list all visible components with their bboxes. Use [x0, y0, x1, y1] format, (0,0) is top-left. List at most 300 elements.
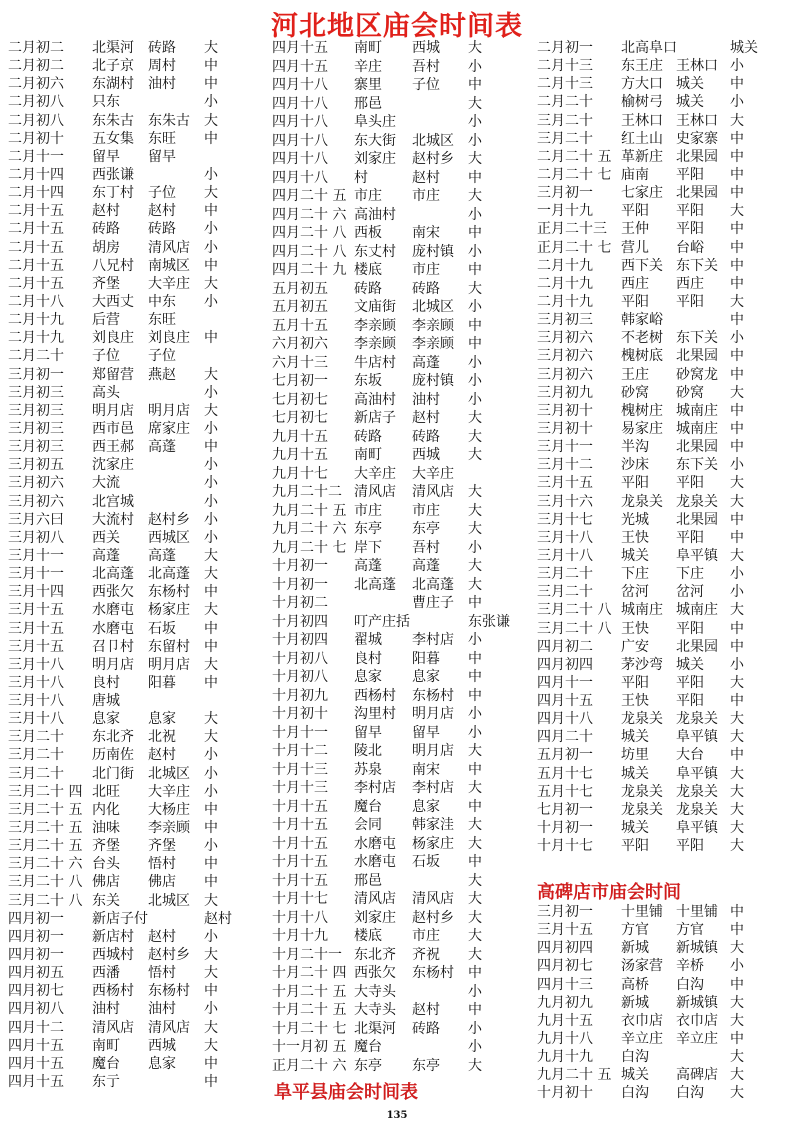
- size-cell: 中: [468, 798, 482, 815]
- place-cell: 胡房: [92, 239, 120, 256]
- date-cell: 十月十九: [272, 928, 328, 944]
- place-cell: 汤家营: [621, 958, 663, 975]
- size-cell: 大: [468, 743, 482, 759]
- date-cell: 三月二十 五: [8, 801, 83, 818]
- township-cell: 王林口: [676, 112, 718, 129]
- date-cell: 十月十七: [272, 891, 328, 907]
- township-cell: 东朱古: [148, 112, 190, 129]
- township-cell: 王林口: [676, 58, 718, 75]
- date-cell: 三月初八: [8, 529, 64, 546]
- place-cell: 营儿: [621, 239, 649, 256]
- size-cell: 大: [468, 946, 482, 963]
- place-cell: 砖路: [354, 280, 382, 297]
- place-cell: 砖路: [354, 428, 382, 445]
- township-cell: 北高蓬: [412, 576, 454, 593]
- date-cell: 三月初三: [8, 384, 64, 401]
- date-cell: 十月十八: [272, 909, 328, 926]
- size-cell: 中: [204, 76, 218, 93]
- size-cell: 中: [204, 58, 218, 75]
- place-cell: 新店村: [92, 928, 134, 945]
- date-cell: 三月二十: [537, 584, 593, 601]
- size-cell: 中: [204, 820, 218, 837]
- size-cell: 大: [730, 838, 744, 855]
- place-cell: 新城: [621, 994, 649, 1011]
- date-cell: 四月十八: [272, 114, 328, 130]
- township-cell: 砖路: [412, 1020, 440, 1037]
- place-cell: 高桥: [621, 976, 649, 993]
- date-cell: 五月初一: [537, 747, 593, 764]
- size-cell: 大: [204, 947, 218, 964]
- place-cell: 北宫城: [92, 493, 134, 510]
- township-cell: 北果园: [676, 348, 718, 365]
- size-cell: 大: [730, 203, 744, 220]
- date-cell: 二月十三: [537, 76, 593, 93]
- township-cell: 市庄: [412, 502, 440, 519]
- date-cell: 三月十八: [537, 547, 593, 564]
- date-cell: 二月二十: [537, 94, 593, 111]
- size-cell: 小: [204, 529, 218, 546]
- township-cell: 明月店: [148, 402, 190, 419]
- date-cell: 三月二十: [8, 747, 64, 764]
- date-cell: 十月二十 七: [272, 1020, 347, 1037]
- date-cell: 四月十五: [272, 40, 328, 56]
- township-cell: 赵村乡: [412, 909, 454, 926]
- size-cell: 大: [730, 674, 744, 691]
- size-cell: 小: [468, 706, 482, 722]
- size-cell: 小: [204, 166, 218, 183]
- township-cell: 东旺: [148, 130, 176, 147]
- township-cell: 油村: [148, 1001, 176, 1018]
- township-cell: 东杨村: [148, 584, 190, 601]
- place-cell: 红土山: [621, 130, 663, 147]
- date-cell: 四月十一: [537, 674, 593, 691]
- date-cell: 十月十五: [272, 854, 328, 870]
- place-cell: 王林口: [621, 112, 663, 129]
- place-cell: 东亭: [354, 521, 382, 537]
- size-cell: 大: [730, 1067, 744, 1084]
- township-cell: 明月店: [412, 743, 454, 759]
- place-cell: 清风店: [354, 891, 396, 907]
- size-cell: 中: [204, 1074, 218, 1091]
- size-cell: 中: [468, 317, 482, 334]
- size-cell: 中: [730, 511, 744, 528]
- date-cell: 四月二十 九: [272, 262, 347, 278]
- township-cell: 平阳: [676, 674, 704, 691]
- size-cell: 小: [204, 928, 218, 945]
- size-cell: 大: [204, 892, 218, 909]
- township-cell: 平阳: [676, 221, 704, 238]
- place-cell: 息家: [354, 669, 382, 685]
- date-cell: 九月二十二: [272, 484, 342, 500]
- place-cell: 齐堡: [92, 275, 120, 292]
- place-cell: 大寺头: [354, 1002, 396, 1018]
- place-cell: 内化: [92, 801, 120, 818]
- place-cell: 村: [354, 169, 368, 186]
- date-cell: 十月初九: [272, 687, 328, 704]
- township-cell: 龙泉关: [676, 783, 718, 800]
- size-cell: 中: [730, 922, 744, 939]
- size-cell: 大: [730, 547, 744, 564]
- place-cell: 东北齐: [354, 946, 396, 963]
- date-cell: 十月初十: [537, 1085, 593, 1102]
- township-cell: 息家: [412, 798, 440, 815]
- size-cell: 小: [204, 384, 218, 401]
- township-cell: 市庄: [412, 188, 440, 204]
- size-cell: 大: [468, 835, 482, 852]
- size-cell: 中: [204, 801, 218, 818]
- township-cell: 清风店: [412, 484, 454, 500]
- place-cell: 邢邑: [354, 95, 382, 112]
- township-cell: 息家: [148, 1055, 176, 1072]
- size-cell: 中: [730, 402, 744, 419]
- place-cell: 龙泉关: [621, 801, 663, 818]
- size-cell: 大: [204, 965, 218, 982]
- size-cell: 大: [468, 891, 482, 907]
- size-cell: 中: [204, 674, 218, 691]
- date-cell: 三月初一: [537, 185, 593, 202]
- place-cell: 大西丈: [92, 293, 134, 310]
- township-cell: 子位: [412, 77, 440, 93]
- date-cell: 九月初九: [537, 994, 593, 1011]
- township-cell: 李亲顾: [148, 820, 190, 837]
- size-cell: 小: [204, 1001, 218, 1018]
- place-cell: 南町: [354, 447, 382, 463]
- date-cell: 四月二十: [537, 729, 593, 746]
- township-cell: 庞村镇: [412, 373, 454, 389]
- date-cell: 二月十九: [537, 257, 593, 274]
- place-cell: 西市邑: [92, 420, 134, 437]
- township-cell: 杨家庄: [412, 835, 454, 852]
- township-cell: 高蓬: [412, 558, 440, 574]
- date-cell: 三月十五: [8, 638, 64, 655]
- size-cell: 大: [204, 40, 218, 56]
- date-cell: 三月十四: [8, 584, 64, 601]
- date-cell: 四月初一: [8, 910, 64, 927]
- township-cell: 清风店: [412, 891, 454, 907]
- place-cell: 召卩村: [92, 638, 134, 655]
- date-cell: 十月初八: [272, 669, 328, 685]
- size-cell: 小: [204, 221, 218, 238]
- township-cell: 北果园: [676, 148, 718, 165]
- township-cell: 西城区: [148, 529, 190, 546]
- place-cell: 良村: [92, 674, 120, 691]
- size-cell: 中: [730, 239, 744, 256]
- size-cell: 大: [468, 928, 482, 944]
- township-cell: 齐祝: [412, 946, 440, 963]
- place-cell: 水磨屯: [92, 602, 134, 619]
- size-cell: 大: [468, 280, 482, 297]
- size-cell: 小: [468, 243, 482, 260]
- place-cell: 东关: [92, 892, 120, 909]
- size-cell: 中: [204, 330, 218, 347]
- size-cell: 小: [204, 239, 218, 256]
- date-cell: 三月二十 八: [8, 892, 83, 909]
- township-cell: 衣巾店: [676, 1012, 718, 1029]
- township-cell: 石坂: [148, 620, 176, 637]
- township-cell: 东旺: [148, 312, 176, 329]
- place-cell: 市庄: [354, 502, 382, 519]
- place-cell: 八兄村: [92, 257, 134, 274]
- size-cell: 小: [468, 58, 482, 75]
- township-cell: 北城区: [148, 892, 190, 909]
- township-cell: 白沟: [676, 976, 704, 993]
- place-cell: 东北齐: [92, 729, 134, 746]
- date-cell: 四月初四: [537, 940, 593, 957]
- size-cell: 中: [730, 638, 744, 655]
- place-cell: 东大街: [354, 132, 396, 149]
- size-cell: 中: [730, 185, 744, 202]
- township-cell: 新城镇: [676, 940, 718, 957]
- size-cell: 大: [204, 402, 218, 419]
- township-cell: 城南庄: [676, 602, 718, 619]
- date-cell: 四月初七: [537, 958, 593, 975]
- date-cell: 三月十八: [8, 656, 64, 673]
- size-cell: 大: [204, 729, 218, 746]
- date-cell: 四月初二: [537, 638, 593, 655]
- township-cell: 息家: [412, 669, 440, 685]
- size-cell: 大: [730, 711, 744, 728]
- place-cell: 会同: [354, 817, 382, 833]
- place-cell: 水磨屯: [92, 620, 134, 637]
- date-cell: 十月二十 五: [272, 1002, 347, 1018]
- place-cell: 高蓬: [92, 547, 120, 564]
- township-cell: 北城区: [412, 299, 454, 315]
- place-cell: 茅沙弯: [621, 656, 663, 673]
- date-cell: 三月二十 五: [8, 838, 83, 855]
- township-cell: 西城: [148, 1037, 176, 1054]
- date-cell: 五月十五: [272, 317, 328, 334]
- place-cell: 油味: [92, 820, 120, 837]
- date-cell: 十月十五: [272, 798, 328, 815]
- township-cell: 大辛庄: [148, 275, 190, 292]
- place-cell: 城关: [621, 729, 649, 746]
- size-cell: 中: [468, 595, 482, 611]
- date-cell: 一月十九: [537, 203, 593, 220]
- date-cell: 四月十五: [8, 1055, 64, 1072]
- township-cell: 龙泉关: [676, 711, 718, 728]
- date-cell: 五月初五: [272, 280, 328, 297]
- date-cell: 五月十七: [537, 783, 593, 800]
- size-cell: 大: [730, 112, 744, 129]
- township-cell: 城关: [676, 94, 704, 111]
- date-cell: 四月初四: [537, 656, 593, 673]
- size-cell: 大: [730, 820, 744, 837]
- date-cell: 二月二十 五: [537, 148, 612, 165]
- place-cell: 东亍: [92, 1074, 120, 1091]
- township-cell: 东下关: [676, 257, 718, 274]
- place-cell: 明月店: [92, 402, 134, 419]
- township-cell: 阜平镇: [676, 729, 718, 746]
- date-cell: 三月十一: [537, 439, 593, 456]
- date-cell: 十月十三: [272, 780, 328, 796]
- township-cell: 城南庄: [676, 420, 718, 437]
- township-cell: 留早: [412, 724, 440, 741]
- size-cell: 中: [730, 366, 744, 383]
- place-cell: 魔台: [354, 1039, 382, 1055]
- place-cell: 方大口: [621, 76, 663, 93]
- place-cell: 牛店村: [354, 354, 396, 371]
- place-cell: 东丈村: [354, 243, 396, 260]
- place-cell: 坊里: [621, 747, 649, 764]
- township-cell: 赵村: [148, 928, 176, 945]
- date-cell: 三月二十 六: [8, 856, 83, 873]
- place-cell: 后营: [92, 312, 120, 329]
- township-cell: 西城: [412, 447, 440, 463]
- size-cell: 中: [204, 874, 218, 891]
- place-cell: 沙床: [621, 457, 649, 474]
- date-cell: 二月十五: [8, 257, 64, 274]
- place-cell: 高油村: [354, 206, 396, 223]
- township-cell: 岔河: [676, 584, 704, 601]
- township-cell: 东留村: [148, 638, 190, 655]
- township-cell: 高蓬: [148, 439, 176, 456]
- place-cell: 沈家庄: [92, 457, 134, 474]
- date-cell: 四月十八: [272, 95, 328, 112]
- township-cell: 悟村: [148, 965, 176, 982]
- place-cell: 西杨村: [92, 983, 134, 1000]
- township-cell: 子位: [148, 185, 176, 202]
- size-cell: 小: [468, 206, 482, 223]
- date-cell: 三月初六: [8, 493, 64, 510]
- date-cell: 四月初八: [8, 1001, 64, 1018]
- date-cell: 十月十五: [272, 817, 328, 833]
- date-cell: 九月二十 六: [272, 521, 347, 537]
- date-cell: 三月十八: [8, 693, 64, 710]
- size-cell: 小: [204, 838, 218, 855]
- township-cell: 清风店: [148, 239, 190, 256]
- size-cell: 大: [468, 1057, 482, 1074]
- township-cell: 市庄: [412, 928, 440, 944]
- township-cell: 高蓬: [148, 547, 176, 564]
- place-cell: 王快: [621, 529, 649, 546]
- size-cell: 小: [204, 765, 218, 782]
- size-cell: 中: [204, 439, 218, 456]
- township-cell: 东亭: [412, 521, 440, 537]
- place-cell: 北旺: [92, 783, 120, 800]
- township-cell: 辛立庄: [676, 1030, 718, 1047]
- date-cell: 三月二十: [8, 729, 64, 746]
- place-cell: 唐城: [92, 693, 120, 710]
- date-cell: 十月初二: [272, 595, 328, 611]
- place-cell: 西张谦: [92, 166, 134, 183]
- place-cell: 城关: [621, 547, 649, 564]
- place-cell: 清风店: [92, 1019, 134, 1036]
- date-cell: 二月十五: [8, 275, 64, 292]
- date-cell: 二月初十: [8, 130, 64, 147]
- date-cell: 三月初十: [537, 402, 593, 419]
- size-cell: 中: [468, 336, 482, 352]
- date-cell: 四月初七: [8, 983, 64, 1000]
- date-cell: 六月初六: [272, 336, 328, 352]
- date-cell: 三月十五: [8, 620, 64, 637]
- date-cell: 九月十八: [537, 1030, 593, 1047]
- date-cell: 七月初一: [537, 801, 593, 818]
- township-cell: 龙泉关: [676, 493, 718, 510]
- township-cell: 台峪: [676, 239, 704, 256]
- place-cell: 刘家庄: [354, 151, 396, 167]
- place-cell: 辛立庄: [621, 1030, 663, 1047]
- township-cell: 砖路: [412, 428, 440, 445]
- place-cell: 新城: [621, 940, 649, 957]
- township-cell: 杨家庄: [148, 602, 190, 619]
- size-cell: 小: [730, 330, 744, 347]
- date-cell: 三月十一: [8, 547, 64, 564]
- date-cell: 二月二十: [8, 348, 64, 365]
- date-cell: 十月十一: [272, 724, 328, 741]
- size-cell: 中: [204, 584, 218, 601]
- township-cell: 清风店: [148, 1019, 190, 1036]
- date-cell: 三月初三: [8, 402, 64, 419]
- size-cell: 小: [204, 783, 218, 800]
- date-cell: 三月初五: [8, 457, 64, 474]
- township-cell: 新城镇: [676, 994, 718, 1011]
- township-cell: 李村店: [412, 632, 454, 648]
- township-cell: 十里铺: [676, 904, 718, 920]
- township-cell: 赵村: [412, 169, 440, 186]
- size-cell: 大: [204, 112, 218, 129]
- place-cell: 佛店: [92, 874, 120, 891]
- place-cell: 半沟: [621, 439, 649, 456]
- date-cell: 五月初五: [272, 299, 328, 315]
- size-cell: 大: [204, 185, 218, 202]
- township-cell: 油村: [148, 76, 176, 93]
- size-cell: 大: [204, 1019, 218, 1036]
- date-cell: 二月十九: [537, 293, 593, 310]
- date-cell: 四月二十 八: [272, 225, 347, 241]
- place-cell: 新店子: [354, 410, 396, 426]
- size-cell: 大: [204, 602, 218, 619]
- date-cell: 十月二十 四: [272, 965, 347, 981]
- date-cell: 二月十九: [8, 312, 64, 329]
- date-cell: 十月初一: [537, 820, 593, 837]
- place-cell: 七家庄: [621, 185, 663, 202]
- date-cell: 十月十五: [272, 872, 328, 889]
- date-cell: 三月二十: [537, 130, 593, 147]
- size-cell: 大: [468, 151, 482, 167]
- township-cell: 席家庄: [148, 420, 190, 437]
- size-cell: 中: [730, 420, 744, 437]
- date-cell: 二月十五: [8, 221, 64, 238]
- date-cell: 四月十八: [272, 132, 328, 149]
- date-cell: 正月二十三: [537, 221, 607, 238]
- place-cell: 革新庄: [621, 148, 663, 165]
- township-cell: 城关: [676, 76, 704, 93]
- date-cell: 十月二十一: [272, 946, 342, 963]
- township-cell: 东亭: [412, 1057, 440, 1074]
- date-cell: 九月十五: [537, 1012, 593, 1029]
- date-cell: 二月十四: [8, 166, 64, 183]
- date-cell: 三月初六: [537, 348, 593, 365]
- place-cell: 水磨屯: [354, 854, 396, 870]
- date-cell: 十月二十 五: [272, 983, 347, 1000]
- size-cell: 中: [468, 1002, 482, 1018]
- place-cell: 东王庄: [621, 58, 663, 75]
- township-cell: 砂窝龙: [676, 366, 718, 383]
- place-cell: 历南佐: [92, 747, 134, 764]
- place-cell: 岸下: [354, 539, 382, 556]
- township-cell: 赵村乡: [148, 511, 190, 528]
- date-cell: 十月初一: [272, 558, 328, 574]
- township-cell: 方官: [676, 922, 704, 939]
- township-cell: 赵村: [148, 747, 176, 764]
- size-cell: 中: [730, 1030, 744, 1047]
- size-cell: 城关: [730, 40, 758, 56]
- township-cell: 吾村: [412, 539, 440, 556]
- township-cell: 赵村: [148, 203, 176, 220]
- date-cell: 三月十八: [8, 674, 64, 691]
- place-cell: 北渠河: [92, 40, 134, 56]
- size-cell: 大: [204, 711, 218, 728]
